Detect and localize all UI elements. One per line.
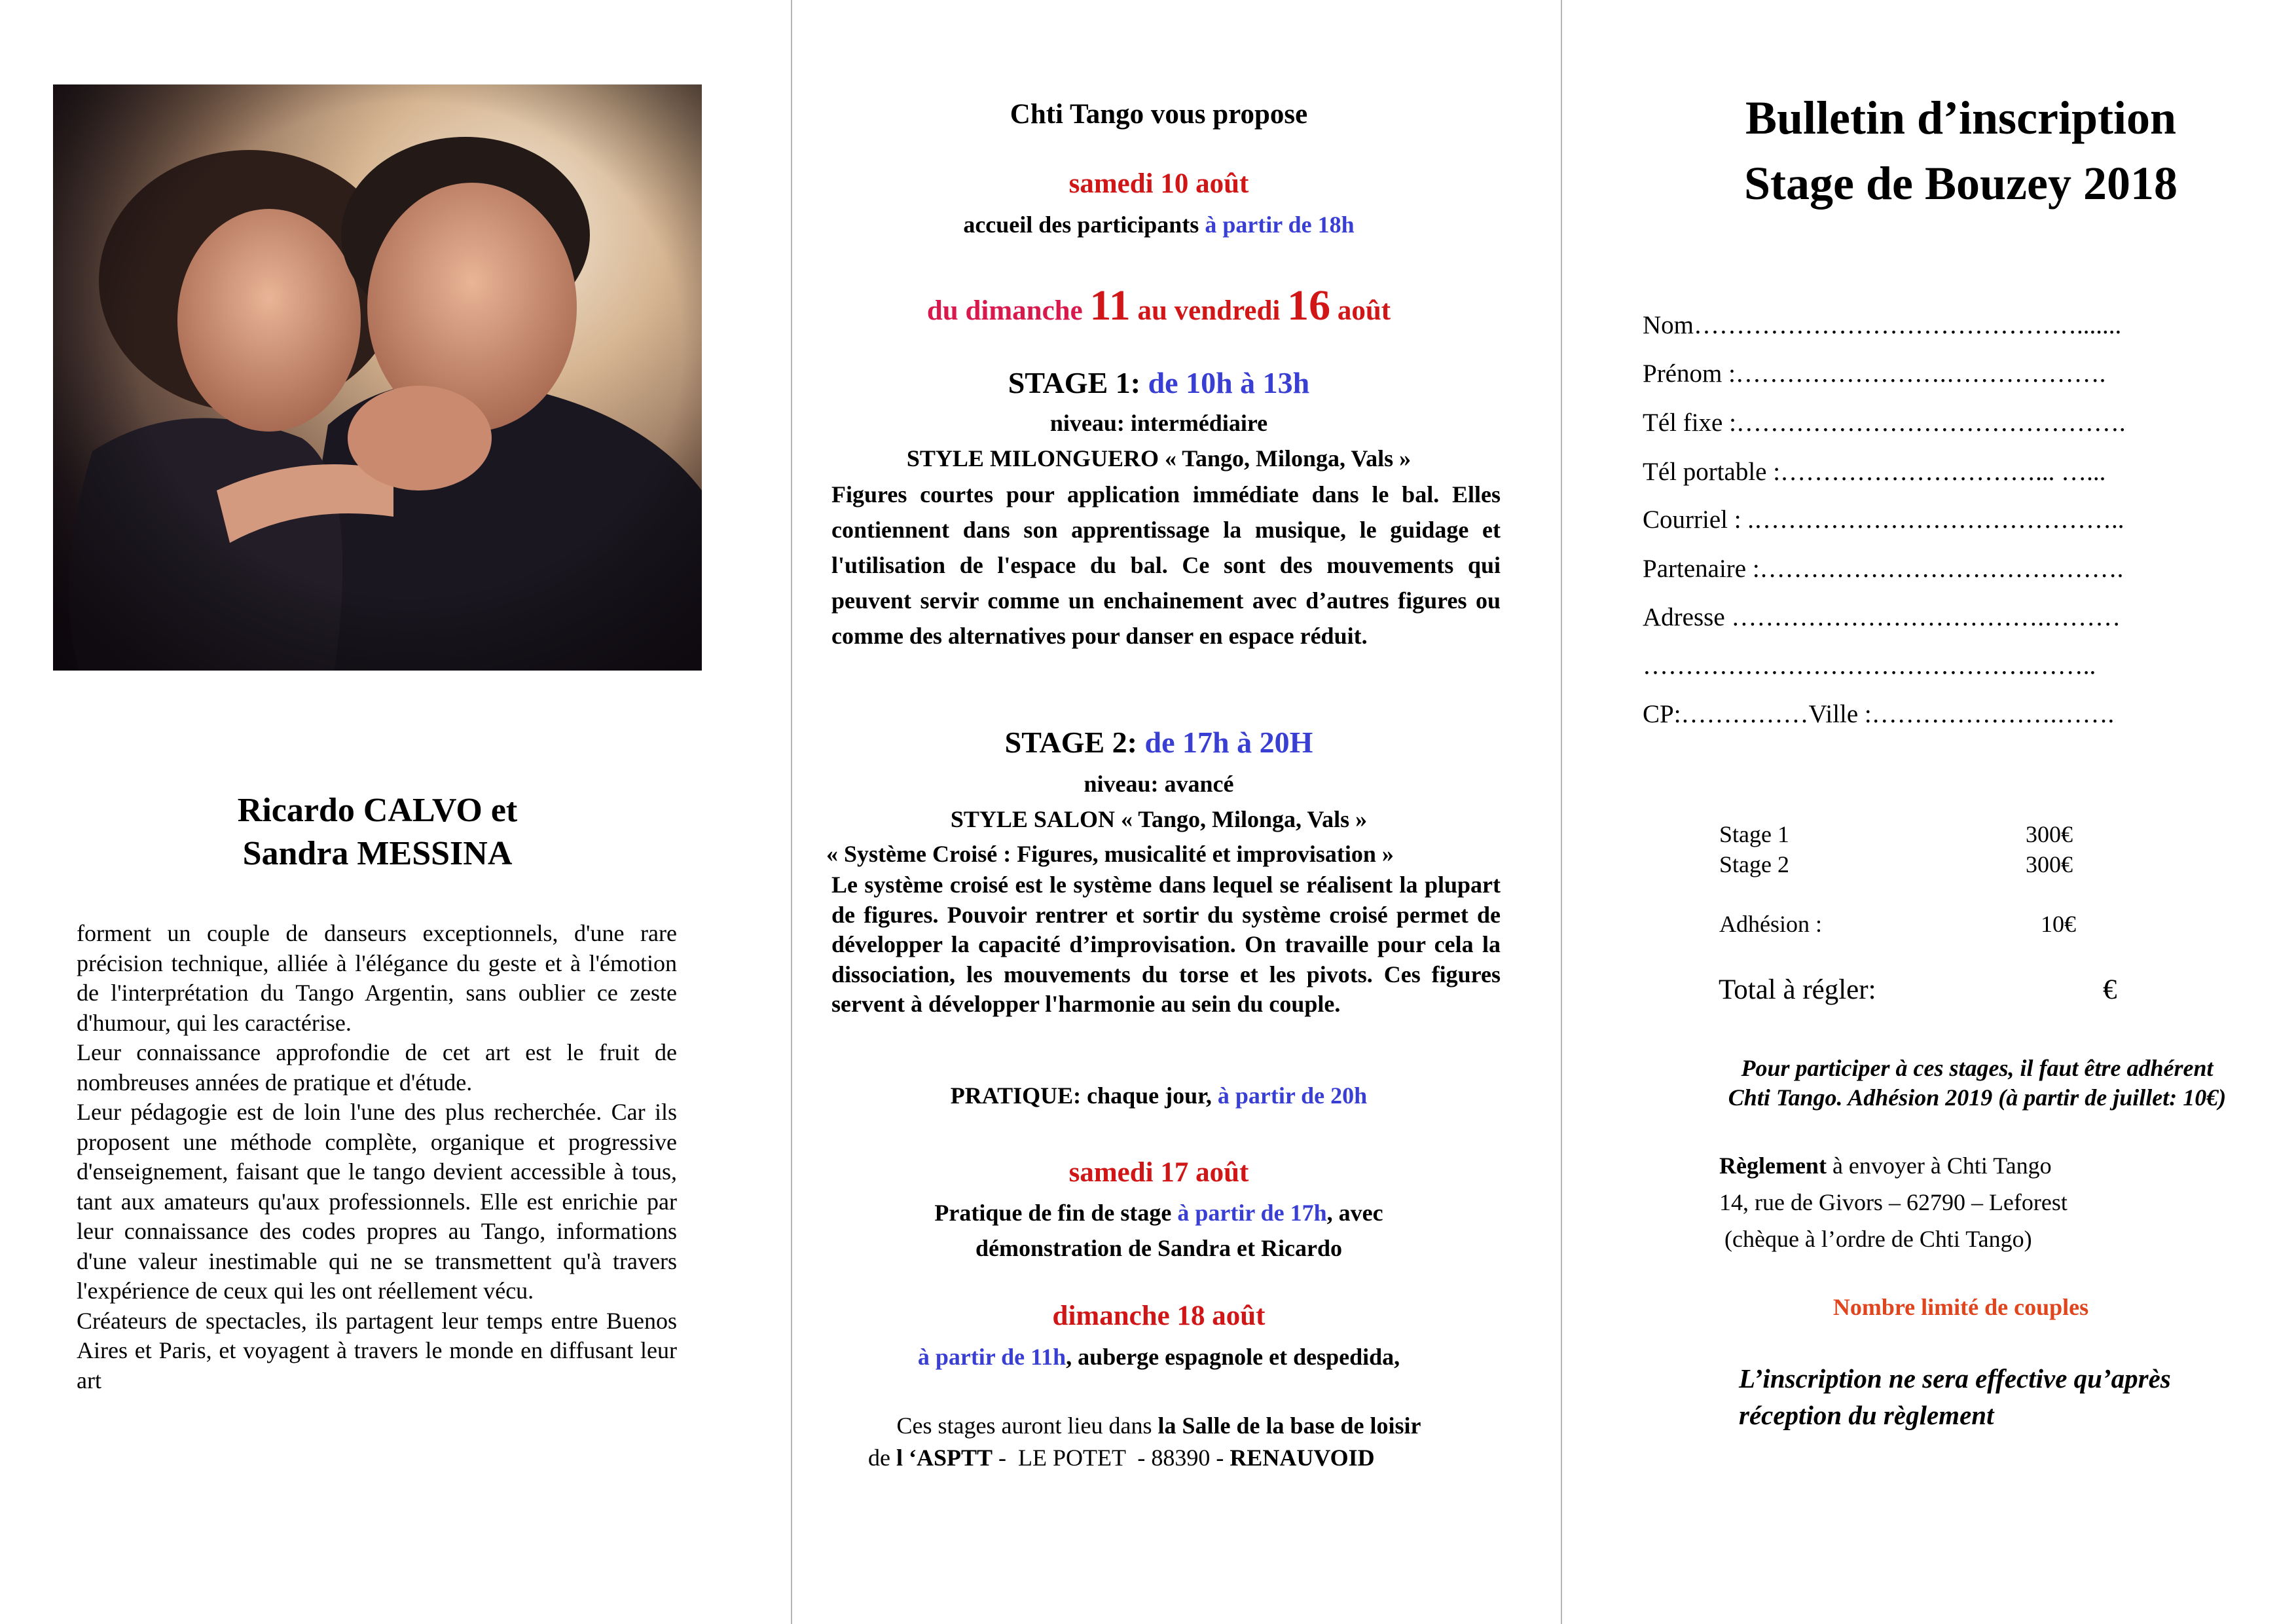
venue-line2: [868, 1444, 1375, 1471]
closing-line2: démonstration de Sandra et Ricardo: [975, 1235, 1342, 1261]
membership-note-line1: Pour participer à ces stages, il faut être adhérent: [1741, 1055, 2214, 1081]
venue-line1: [812, 1412, 1506, 1439]
field-courriel[interactable]: Courriel : .……………………………………..: [1643, 506, 2124, 534]
payment-label: Règlement: [1719, 1153, 1827, 1179]
farewell-time: à partir de 11h: [917, 1344, 1066, 1370]
stage1-heading: [812, 365, 1506, 400]
closing-text: Pratique de fin de stage: [934, 1200, 1172, 1226]
bio-paragraph: Leur connaissance approfondie de cet art est le fruit de nombreuses années de pratique et d'étude.: [77, 1039, 677, 1096]
field-cp-ville[interactable]: CP:……………Ville :………………….…….: [1643, 700, 2115, 728]
price-total-value: €: [2103, 974, 2117, 1005]
range-end-day: 16: [1287, 282, 1331, 329]
accueil-line: [812, 211, 1506, 238]
limit-notice: Nombre limité de couples: [1832, 1294, 2089, 1320]
final-notice-line1: L’inscription ne sera effective qu’après: [1739, 1363, 2171, 1393]
stage2-description: Le système croisé est le système dans lequel se réalisent la plupart de figures. Pouvoir rentrer et sortir du système croisé permet de développer la capacité d’improvisation. On travaille pour cela la dissociation, les mouvements du torse et les pivots. Ces figures servent à développer l'harmonie au sein du couple.: [831, 872, 1501, 1017]
range-month: août: [1337, 295, 1391, 326]
panel-divider-left: [791, 0, 792, 1624]
price-stage1-value: 300€: [2026, 821, 2073, 847]
stage2-style: STYLE SALON « Tango, Milonga, Vals »: [950, 806, 1368, 832]
farewell-text: , auberge espagnole et despedida,: [1066, 1344, 1400, 1370]
date-farewell: dimanche 18 août: [1052, 1301, 1266, 1331]
payment-cheque: (chèque à l’ordre de Chti Tango): [1724, 1226, 2032, 1252]
payment-text: à envoyer à Chti Tango: [1826, 1153, 2052, 1179]
closing-line1: [812, 1199, 1506, 1227]
stage-date-range: [812, 276, 1506, 341]
venue-text: Ces stages auront lieu dans: [896, 1412, 1152, 1439]
price-stage2-value: 300€: [2026, 851, 2073, 877]
range-start-day: 11: [1089, 282, 1131, 329]
payment-instructions: [1719, 1147, 2068, 1257]
stage1-time: de 10h à 13h: [1148, 366, 1310, 399]
final-notice: [1739, 1360, 2171, 1433]
instructors-name-line1: Ricardo CALVO et: [237, 792, 518, 829]
pratique-time: à partir de 20h: [1217, 1082, 1368, 1109]
stage2-label: STAGE 2:: [1004, 726, 1137, 759]
field-tel-fixe[interactable]: Tél fixe :……………………………………….: [1643, 409, 2126, 437]
stage2-heading: [812, 725, 1506, 760]
stage2-subtitle: « Système Croisé : Figures, musicalité et improvisation »: [826, 841, 1394, 867]
stage1-label: STAGE 1:: [1008, 366, 1141, 399]
form-title-line1: Bulletin d’inscription: [1745, 92, 2177, 144]
range-mid-text: au vendredi: [1137, 295, 1281, 326]
field-nom[interactable]: Nom……………………………………….......: [1643, 311, 2122, 339]
venue-place: - LE POTET - 88390 -: [993, 1445, 1224, 1471]
date-arrival: samedi 10 août: [1068, 168, 1249, 199]
payment-address: 14, rue de Givors – 62790 – Leforest: [1719, 1189, 2068, 1215]
stage1-style: STYLE MILONGUERO « Tango, Milonga, Vals »: [906, 445, 1412, 471]
panel-divider-right: [1561, 0, 1562, 1624]
accueil-text: accueil des participants: [963, 212, 1199, 238]
price-adhesion-label: Adhésion :: [1719, 911, 1822, 937]
pratique-line: [812, 1082, 1506, 1109]
venue-prefix: de: [868, 1445, 890, 1471]
bio-paragraph: Leur pédagogie est de loin l'une des plus recherchée. Car ils proposent une méthode complète, organique et progressive d'enseignement, faisant que le tango devient accessible à tous, tant aux amateurs qu'aux professionnels. Elle est enrichie par leur connaissance des codes propres au Tango, informations d'une valeur inestimable qui ne se transmettent qu'à travers l'expérience de ceux qui les ont réellement vécu.: [77, 1099, 677, 1304]
closing-suffix: , avec: [1326, 1200, 1383, 1226]
stage1-description: Figures courtes pour application immédiate dans le bal. Elles contiennent dans son apprentissage la musique, le guidage et l'utilisation de l'espace du bal. Ce sont des mouvements qui peuvent servir comme un enchainement avec d’autres figures ou comme des alternatives pour danser en espace réduit.: [831, 481, 1501, 649]
field-prenom[interactable]: Prénom :…………………….……………….: [1643, 360, 2106, 388]
date-closing: samedi 17 août: [1068, 1157, 1249, 1188]
stage2-level: niveau: avancé: [1084, 771, 1234, 797]
instructors-names: [53, 789, 702, 876]
price-stage2-label: Stage 2: [1719, 851, 1789, 877]
dancers-photo-illustration: [53, 84, 702, 671]
form-title-line2: Stage de Bouzey 2018: [1744, 157, 2178, 210]
final-notice-line2: réception du règlement: [1739, 1400, 1994, 1430]
instructors-bio: [77, 919, 677, 1395]
range-start-text: du dimanche: [926, 295, 1083, 326]
closing-time: à partir de 17h: [1177, 1200, 1327, 1226]
dancers-photo: [53, 84, 702, 671]
stage2-time: de 17h à 20H: [1144, 726, 1313, 759]
membership-note-line2: Chti Tango. Adhésion 2019 (à partir de juillet: 10€): [1728, 1084, 2227, 1111]
field-tel-portable[interactable]: Tél portable :…………………………... …...: [1643, 458, 2106, 486]
form-title: [1584, 85, 2296, 216]
bio-paragraph: Créateurs de spectacles, ils partagent leur temps entre Buenos Aires et Paris, et voyagent à travers le monde en diffusant leur art: [77, 1307, 677, 1393]
accueil-time: à partir de 18h: [1205, 212, 1355, 238]
intro-heading: Chti Tango vous propose: [1010, 99, 1308, 130]
venue-town: RENAUVOID: [1230, 1445, 1375, 1471]
field-adresse[interactable]: Adresse ……………………………….………: [1643, 603, 2121, 631]
instructors-name-line2: Sandra MESSINA: [242, 835, 513, 872]
price-total-label: Total à régler:: [1719, 974, 1876, 1005]
venue-name: la Salle de la base de loisir: [1157, 1412, 1421, 1439]
price-stage1-label: Stage 1: [1719, 821, 1789, 847]
payment-line: [1719, 1147, 2068, 1184]
price-adhesion-value: 10€: [2041, 911, 2076, 937]
stage1-level: niveau: intermédiaire: [1049, 410, 1268, 436]
venue-org: l ‘ASPTT: [896, 1445, 993, 1471]
field-partenaire[interactable]: Partenaire :…………………………………….: [1643, 555, 2124, 583]
pratique-label: PRATIQUE: chaque jour,: [950, 1082, 1212, 1109]
farewell-line: [812, 1343, 1506, 1371]
membership-note: [1617, 1054, 2296, 1113]
field-adresse-line2[interactable]: ……………………………………….……..: [1643, 652, 2096, 680]
bio-paragraph: forment un couple de danseurs exceptionnels, d'une rare précision technique, alliée à l'élégance du geste et à l'émotion de l'interprétation du Tango Argentin, sans oublier ce zeste d'humour, qui les caractérise.: [77, 920, 677, 1036]
